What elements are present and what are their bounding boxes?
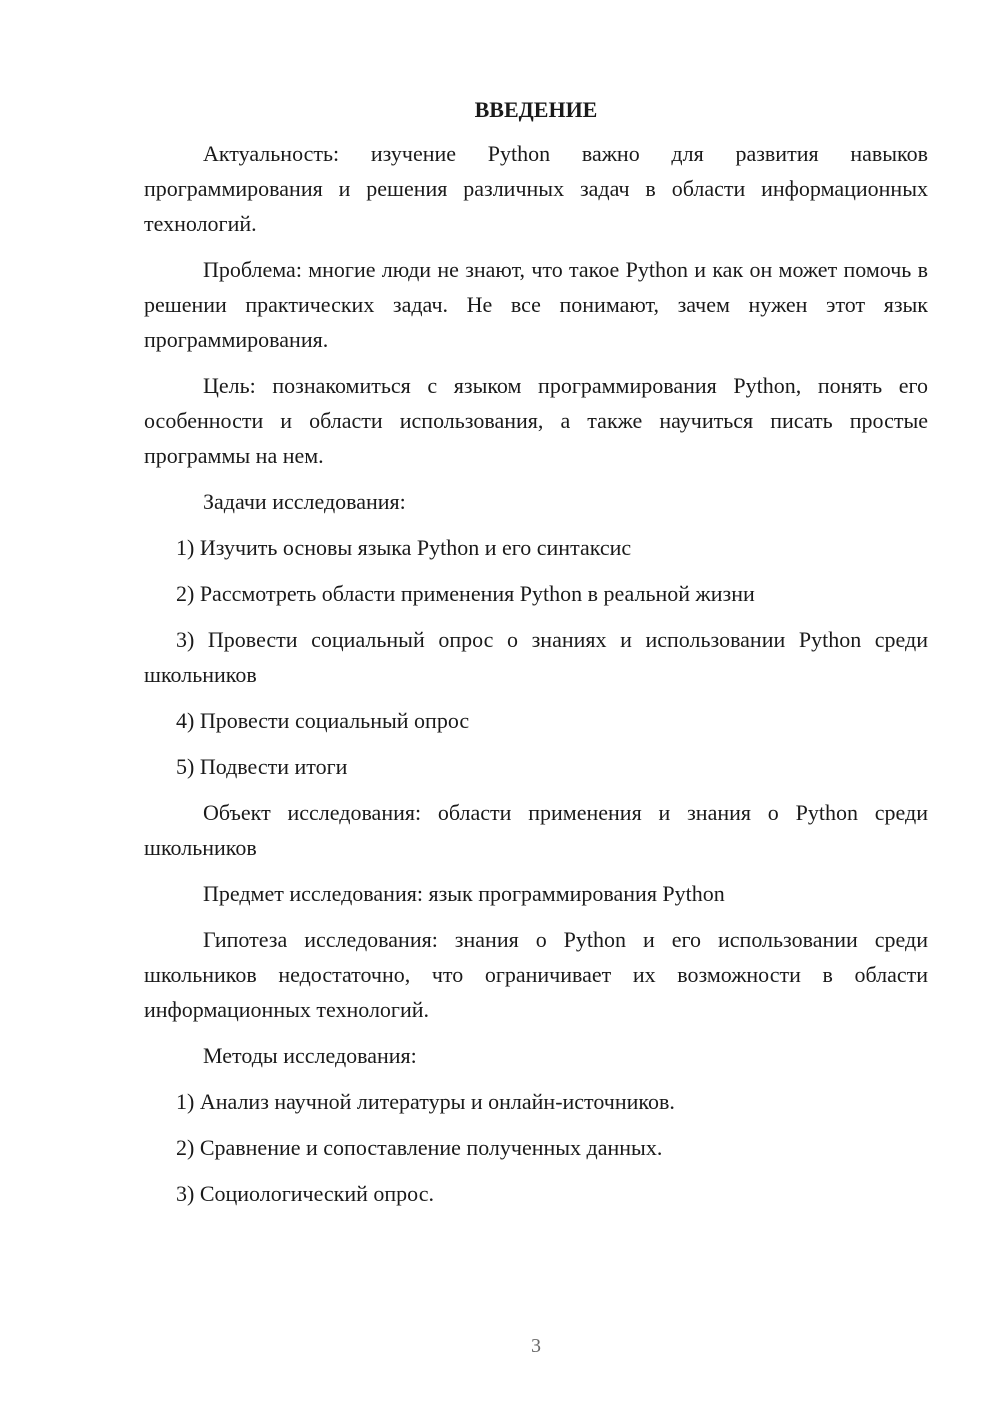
- subject-paragraph: Предмет исследования: язык программирования Python: [203, 881, 725, 906]
- task-item: 3) Провести социальный опрос о знаниях и использовании Python среди школьников: [144, 627, 928, 687]
- goal-paragraph: Цель: познакомиться с языком программирования Python, понять его особенности и области использования, а также научиться писать простые программы на нем.: [144, 373, 928, 468]
- document-page: [144, 92, 928, 1222]
- page-title: ВВЕДЕНИЕ: [474, 97, 598, 122]
- problem-paragraph: Проблема: многие люди не знают, что такое Python и как он может помочь в решении практических задач. Не все понимают, зачем нужен этот язык программирования.: [144, 257, 928, 352]
- method-item: 3) Социологический опрос.: [176, 1181, 434, 1206]
- relevance-paragraph: Актуальность: изучение Python важно для развития навыков программирования и решения различных задач в области информационных технологий.: [144, 141, 928, 236]
- page-number: 3: [531, 1335, 541, 1357]
- hypothesis-paragraph: Гипотеза исследования: знания о Python и его использовании среди школьников недостаточно, что ограничивает их возможности в области информационных технологий.: [144, 927, 928, 1022]
- task-item: 2) Рассмотреть области применения Python в реальной жизни: [176, 581, 755, 606]
- object-paragraph: Объект исследования: области применения и знания о Python среди школьников: [144, 800, 928, 860]
- tasks-heading: Задачи исследования:: [203, 489, 406, 514]
- task-item: 4) Провести социальный опрос: [176, 708, 470, 733]
- method-item: 2) Сравнение и сопоставление полученных данных.: [176, 1135, 663, 1160]
- task-item: 5) Подвести итоги: [176, 754, 348, 779]
- task-item: 1) Изучить основы языка Python и его синтаксис: [176, 535, 632, 560]
- methods-heading: Методы исследования:: [203, 1043, 417, 1068]
- method-item: 1) Анализ научной литературы и онлайн-источников.: [176, 1089, 675, 1114]
